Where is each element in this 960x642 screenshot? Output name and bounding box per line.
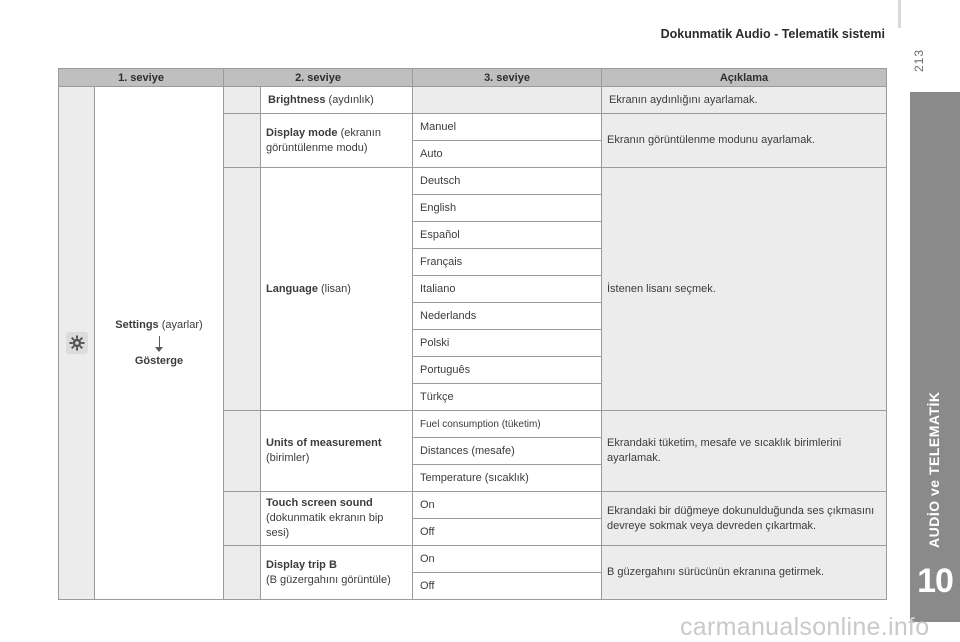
indent-cell	[224, 411, 261, 492]
option-cell: English	[413, 195, 602, 222]
header-level1: 1. seviye	[59, 69, 224, 87]
display-label: Gösterge	[134, 354, 184, 367]
table-header-row	[59, 69, 887, 87]
chapter-number: 10	[917, 562, 953, 600]
description-brightness: Ekranın aydınlığını ayarlamak.	[602, 87, 887, 114]
description-units: Ekrandaki tüketim, mesafe ve sıcaklık birimlerini ayarlamak.	[602, 411, 887, 492]
watermark: carmanualsonline.info	[680, 613, 930, 641]
header-divider	[898, 0, 901, 28]
option-cell: Off	[413, 573, 602, 600]
header-level2: 2. seviye	[224, 69, 413, 87]
level2-settings-cell	[95, 87, 224, 600]
indent-cell	[224, 87, 261, 114]
option-cell: Temperature (sıcaklık)	[413, 465, 602, 492]
page-number: 213	[912, 48, 926, 72]
option-cell: On	[413, 492, 602, 519]
option-cell: Italiano	[413, 276, 602, 303]
option-cell: Türkçe	[413, 384, 602, 411]
option-cell: Polski	[413, 330, 602, 357]
group-label-units: Units of measurement (birimler)	[261, 411, 413, 492]
option-cell: Nederlands	[413, 303, 602, 330]
option-cell: On	[413, 546, 602, 573]
option-cell: Auto	[413, 141, 602, 168]
option-cell: Español	[413, 222, 602, 249]
option-cell: Off	[413, 519, 602, 546]
menu-levels-table	[58, 68, 887, 600]
option-cell: Distances (mesafe)	[413, 438, 602, 465]
description-language: İstenen lisanı seçmek.	[602, 168, 887, 411]
settings-label: Settings (ayarlar)	[115, 318, 203, 331]
description-touch-sound: Ekrandaki bir düğmeye dokunulduğunda ses çıkmasını devreye sokmak veya devreden çıkartmak.	[602, 492, 887, 546]
description-display-mode: Ekranın görüntülenme modunu ayarlamak.	[602, 114, 887, 168]
group-label-brightness: Brightness (aydınlık)	[261, 87, 413, 114]
indent-cell	[224, 168, 261, 411]
option-cell: Français	[413, 249, 602, 276]
group-label-display-mode: Display mode (ekranın görüntülenme modu)	[261, 114, 413, 168]
empty-option-cell	[413, 87, 602, 114]
group-label-language: Language (lisan)	[261, 168, 413, 411]
arrow-down-icon	[159, 336, 160, 348]
header-description: Açıklama	[602, 69, 887, 87]
indent-cell	[224, 546, 261, 600]
level1-cell	[59, 87, 95, 600]
option-cell: Manuel	[413, 114, 602, 141]
page-header-title: Dokunmatik Audio - Telematik sistemi	[660, 27, 885, 41]
option-cell: Deutsch	[413, 168, 602, 195]
table-row	[59, 87, 887, 114]
description-trip-b: B güzergahını sürücünün ekranına getirmek.	[602, 546, 887, 600]
group-label-touch-sound: Touch screen sound (dokunmatik ekranın bip sesi)	[261, 492, 413, 546]
indent-cell	[224, 114, 261, 168]
indent-cell	[224, 492, 261, 546]
gear-icon	[66, 332, 88, 354]
option-cell: Fuel consumption (tüketim)	[413, 411, 602, 438]
chapter-label: AUDİO ve TELEMATİK	[926, 391, 942, 548]
header-level3: 3. seviye	[413, 69, 602, 87]
group-label-trip-b: Display trip B (B güzergahını görüntüle)	[261, 546, 413, 600]
option-cell: Português	[413, 357, 602, 384]
